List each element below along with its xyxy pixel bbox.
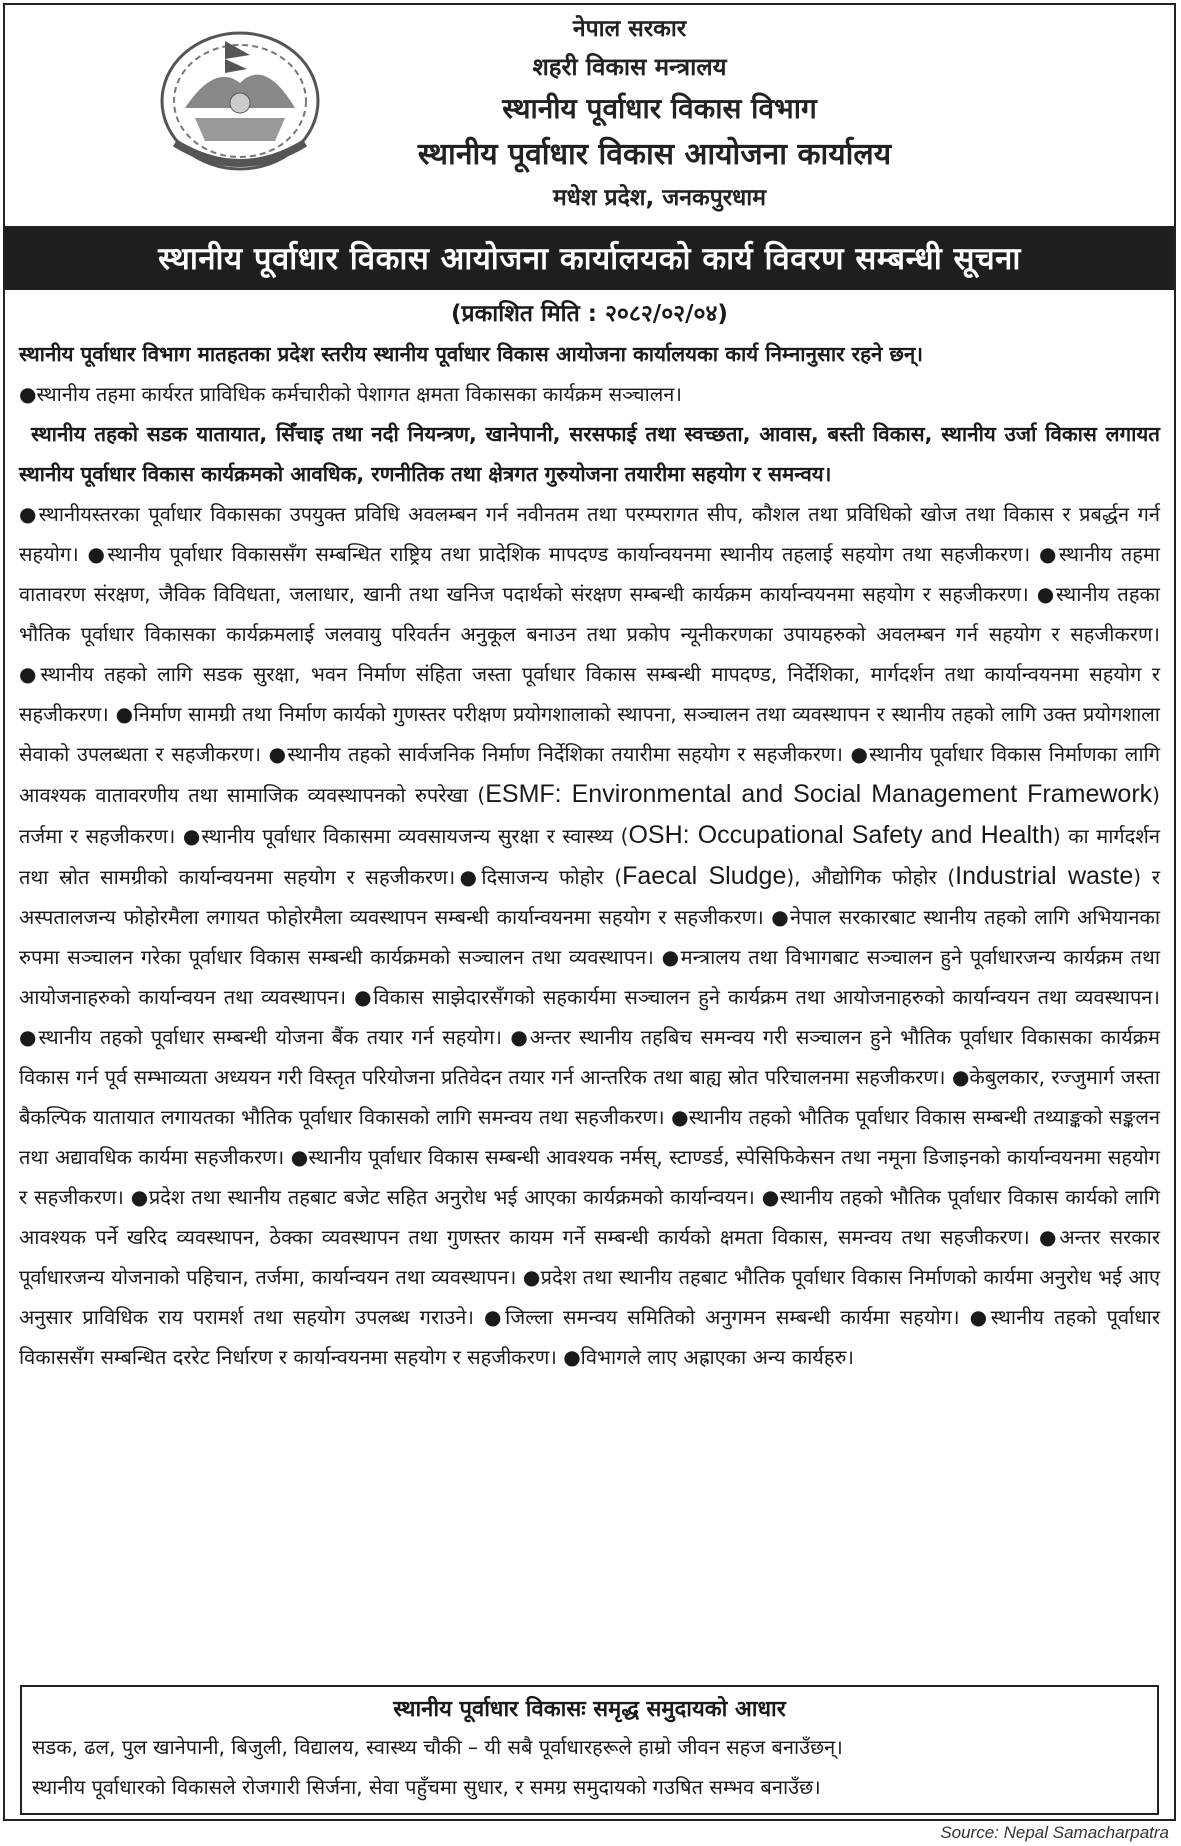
footer-line-2: स्थानीय पूर्वाधारको विकासले रोजगारी सिर्जना, सेवा पहुँचमा सुधार, र समग्र समुदायको गउषित सम्भव बनाउँछ।: [32, 1775, 821, 1799]
notice-title-banner: स्थानीय पूर्वाधार विकास आयोजना कार्यालयको कार्य विवरण सम्बन्धी सूचना: [5, 228, 1174, 290]
source-credit: Source: Nepal Samacharpatra: [940, 1823, 1169, 1842]
bullet-capacity: ●स्थानीय तहमा कार्यरत प्राविधिक कर्मचारीको पेशागत क्षमता विकासका कार्यक्रम सञ्चालन।: [19, 382, 682, 406]
bold-paragraph: स्थानीय तहको सडक यातायात, सिँचाइ तथा नदी नियन्त्रण, खानेपानी, सरसफाई तथा स्वच्छता, आवास, बस्ती विकास, स्थानीय उर्जा विकास लगायत स्थानीय पूर्वाधार विकास कार्यक्रमको आवधिक, रणनीतिक तथा क्षेत्रगत गुरुयोजना तयारीमा सहयोग र समन्वय।: [19, 422, 1160, 486]
esmf-text: ESMF: Environmental and Social Management Framework: [485, 780, 1153, 808]
ministry-name: शहरी विकास मन्त्रालय: [532, 53, 727, 81]
publish-date: (प्रकाशित मिति : २०८२/०२/०४): [451, 301, 728, 327]
industrial-text: Industrial waste: [955, 862, 1134, 890]
main-text-part5: ) र अस्पतालजन्य फोहोरमैला लगायत फोहोरमैला व्यवस्थापन सम्बन्धी कार्यान्वयनमा सहयोग र सहजीकरण। ●नेपाल सरकारबाट स्थानीय तहको लागि अभियानका रुपमा सञ्चालन गरेका पूर्वाधार विकास सम्बन्धी कार्यक्रमको सञ्चालन तथा व्यवस्थापन। ●मन्त्रालय तथा विभागबाट सञ्चालन हुने पूर्वाधारजन्य कार्यक्रम तथा आयोजनाहरुको कार्यान्वयन तथा व्यवस्थापन। ●विकास साझेदारसँगको सहकार्यमा सञ्चालन हुने कार्यक्रम तथा आयोजनाहरुको कार्यान्वयन तथा व्यवस्थापन। ●स्थानीय तहको पूर्वाधार सम्बन्धी योजना बैंक तयार गर्न सहयोग। ●अन्तर स्थानीय तहबिच समन्वय गरी सञ्चालन हुने भौतिक पूर्वाधार विकासका कार्यक्रम विकास गर्न पूर्व सम्भाव्यता अध्ययन गरी विस्तृत परियोजना प्रतिवेदन तयार गर्न आन्तरिक तथा बाह्य स्रोत परिचालनमा सहजीकरण। ●केबुलकार, रज्जुमार्ग जस्ता बैकल्पिक यातायात लगायतका भौतिक पूर्वाधार विकासको लागि समन्वय तथा सहजीकरण। ●स्थानीय तहको भौतिक पूर्वाधार विकास सम्बन्धी तथ्याङ्कको सङ्कलन तथा अद्यावधिक कार्यमा सहजीकरण। ●स्थानीय पूर्वाधार विकास सम्बन्धी आवश्यक नर्मस्, स्टाण्डर्ड, स्पेसिफिकेसन तथा नमूना डिजाइनको कार्यान्वयनमा सहयोग र सहजीकरण। ●प्रदेश तथा स्थानीय तहबाट बजेट सहित अनुरोध भई आएका कार्यक्रमको कार्यान्वयन। ●स्थानीय तहको भौतिक पूर्वाधार विकास कार्यको लागि आवश्यक पर्ने खरिद व्यवस्थापन, ठेक्का व्यवस्थापन तथा गुणस्तर कायम गर्ने सम्बन्धी कार्यको क्षमता विकास, समन्वय तथा सहजीकरण। ●अन्तर सरकार पूर्वाधारजन्य योजनाको पहिचान, तर्जमा, कार्यान्वयन तथा व्यवस्थापन। ●प्रदेश तथा स्थानीय तहबाट भौतिक पूर्वाधार विकास निर्माणको कार्यमा अनुरोध भई आए अनुसार प्राविधिक राय परामर्श तथा सहयोग उपलब्ध गराउने। ●जिल्ला समन्वय समितिको अनुगमन सम्बन्धी कार्यमा सहयोग। ●स्थानीय तहको पूर्वाधार विकाससँग सम्बन्धित दररेट निर्धारण र कार्यान्वयनमा सहयोग र सहजीकरण। ●विभागले लाए अह्राएका अन्य कार्यहरु।: [19, 865, 1160, 1369]
office-name: स्थानीय पूर्वाधार विकास आयोजना कार्यालय: [417, 137, 892, 172]
footer-line-1: सडक, ढल, पुल खानेपानी, बिजुली, विद्यालय, स्वास्थ्य चौकी – यी सबै पूर्वाधारहरूले हाम्रो जीवन सहज बनाउँछन्।: [32, 1735, 843, 1759]
office-location: मधेश प्रदेश, जनकपुरधाम: [552, 185, 767, 211]
footer-title: स्थानीय पूर्वाधार विकासः समृद्ध समुदायको आधार: [393, 1697, 786, 1722]
main-text-part2: ) तर्जमा र सहजीकरण। ●स्थानीय पूर्वाधार विकासमा व्यवसायजन्य सुरक्षा र स्वास्थ्य (: [19, 783, 1160, 848]
government-name: नेपाल सरकार: [572, 16, 687, 42]
notice-body: [5, 334, 1174, 1377]
main-text-part3: ) का मार्गदर्शन तथा स्रोत सामग्रीको कार्यान्वयनमा सहयोग र सहजीकरण।●दिसाजन्य फोहोर (: [19, 824, 1160, 889]
main-text-part1: ●स्थानीयस्तरका पूर्वाधार विकासका उपयुक्त प्रविधि अवलम्बन गर्न नवीनतम तथा परम्परागत सीप, कौशल तथा प्रविधिको खोज तथा विकास र प्रबर्द्धन गर्न सहयोग। ●स्थानीय पूर्वाधार विकाससँग सम्बन्धित राष्ट्रिय तथा प्रादेशिक मापदण्ड कार्यान्वयनमा स्थानीय तहलाई सहयोग तथा सहजीकरण। ●स्थानीय तहमा वातावरण संरक्षण, जैविक विविधता, जलाधार, खानी तथा खनिज पदार्थको संरक्षण सम्बन्धी कार्यक्रम कार्यान्वयनमा सहयोग र सहजीकरण। ●स्थानीय तहका भौतिक पूर्वाधार विकासका कार्यक्रमलाई जलवायु परिवर्तन अनुकूल बनाउन तथा प्रकोप न्यूनीकरणका उपायहरुको अवलम्बन गर्न सहयोग र सहजीकरण। ●स्थानीय तहको लागि सडक सुरक्षा, भवन निर्माण संहिता जस्ता पूर्वाधार विकास सम्बन्धी मापदण्ड, निर्देशिका, मार्गदर्शन तथा कार्यान्वयनमा सहयोग र सहजीकरण। ●निर्माण सामग्री तथा निर्माण कार्यको गुणस्तर परीक्षण प्रयोगशालाको स्थापना, सञ्चालन तथा व्यवस्थापन र स्थानीय तहको लागि उक्त प्रयोगशाला सेवाको उपलब्धता र सहजीकरण। ●स्थानीय तहको सार्वजनिक निर्माण निर्देशिका तयारीमा सहयोग र सहजीकरण। ●स्थानीय पूर्वाधार विकास निर्माणका लागि आवश्यक वातावरणीय तथा सामाजिक व्यवस्थापनको रुपरेखा (: [19, 502, 1160, 807]
department-name: स्थानीय पूर्वाधार विकास विभाग: [502, 92, 817, 125]
intro-text: स्थानीय पूर्वाधार विभाग मातहतका प्रदेश स्तरीय स्थानीय पूर्वाधार विकास आयोजना कार्यालयका कार्य निम्नानुसार रहने छन्।: [19, 342, 923, 366]
notice-page: [3, 3, 1176, 1821]
main-text-part4: ), औद्योगिक फोहोर (: [786, 865, 956, 889]
notice-header: [5, 5, 1174, 228]
footer-box: [20, 1685, 1159, 1815]
osh-text: OSH: Occupational Safety and Health: [628, 821, 1053, 849]
main-paragraph: [19, 494, 1160, 1377]
faecal-text: Faecal Sludge: [622, 862, 787, 890]
